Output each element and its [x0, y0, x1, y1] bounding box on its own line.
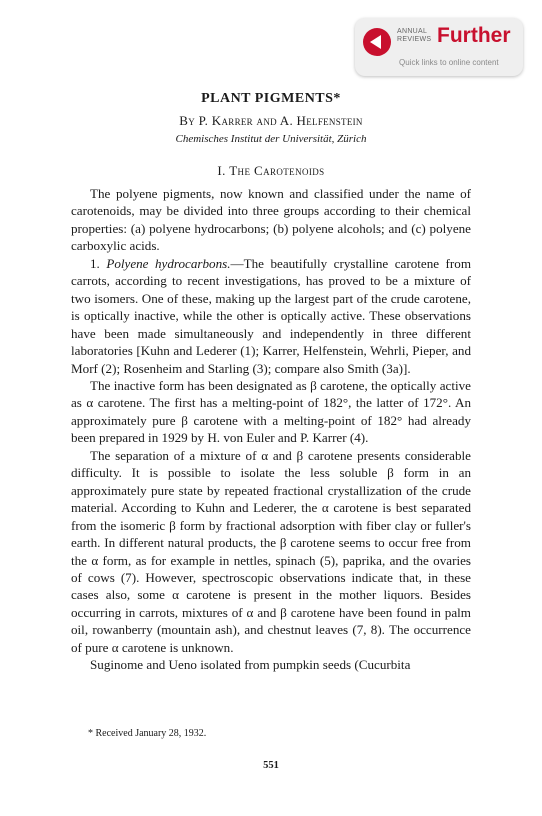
section-heading: I. The Carotenoids — [217, 163, 325, 178]
page-number: 551 — [263, 760, 279, 771]
paragraph: 1. Polyene hydrocarbons.—The beautifully crystalline carotene from carrots, according to recent investigations, has proved to be a mixture of two isomers. One of these, making up the largest part of the crude carotene, is optically inactive, while the other is optically active. These observations have been made simultaneously and independently in three different laboratories [Kuhn and Lederer (1); Karrer, Helfenstein, Wehrli, Pieper, and Morf (2); Rosenheim and Starling (3); compare also Smith (3a)]. — [71, 255, 472, 376]
affiliation: Chemisches Institut der Universität, Zürich — [175, 133, 367, 145]
paragraph: The separation of a mixture of α and β carotene presents considerable difficulty. It is possible to isolate the less soluble β form in an approximately pure state by repeated fractional crystallization of the crude material. According to Kuhn and Lederer, the α carotene is best separated from the isomeric β form by fractional adsorption with fiber clay or fuller's earth. In different natural products, the β carotene seems to occur free from the α form, as for example in nettles, spinach (5), paprika, and the ovaries of cows (7). However, spectroscopic observations indicate that, in these cases also, some α carotene is present in the mother liquors. Besides occurring in carrots, mixtures of α and β carotene have been found in palm oil, rowanberry (mountain ash), and chestnut leaves (7, 8). The occurrence of pure α carotene is unknown. — [71, 447, 471, 655]
article-title: PLANT PIGMENTS* — [201, 91, 341, 106]
paragraph: The inactive form has been designated as β carotene, the optically active as α carotene. The first has a melting-point of 182°, the latter of 172°. An approximately pure β carotene with a melting-point of 182° had already been prepared in 1929 by H. von Euler and P. Karrer (4). — [71, 377, 471, 446]
paragraph: Suginome and Ueno isolated from pumpkin seeds (Cucurbita — [90, 657, 411, 673]
author-line: By P. Karrer and A. Helfenstein — [179, 113, 363, 128]
footnote: * Received January 28, 1932. — [88, 728, 207, 739]
paragraph: The polyene pigments, now known and classified under the name of carotenoids, may be divided into three groups according to their chemical properties: (a) polyene hydrocarbons; (b) polyene alcohols; and (c) polyene carboxylic acids. — [71, 186, 471, 254]
further-badge[interactable] — [355, 18, 523, 76]
further-label: Further — [437, 24, 511, 47]
annual-reviews-logo: ANNUAL REVIEWS — [397, 28, 432, 43]
quick-links-text: Quick links to online content — [399, 58, 499, 67]
article-body — [71, 185, 471, 674]
play-arrow-icon — [363, 28, 391, 56]
